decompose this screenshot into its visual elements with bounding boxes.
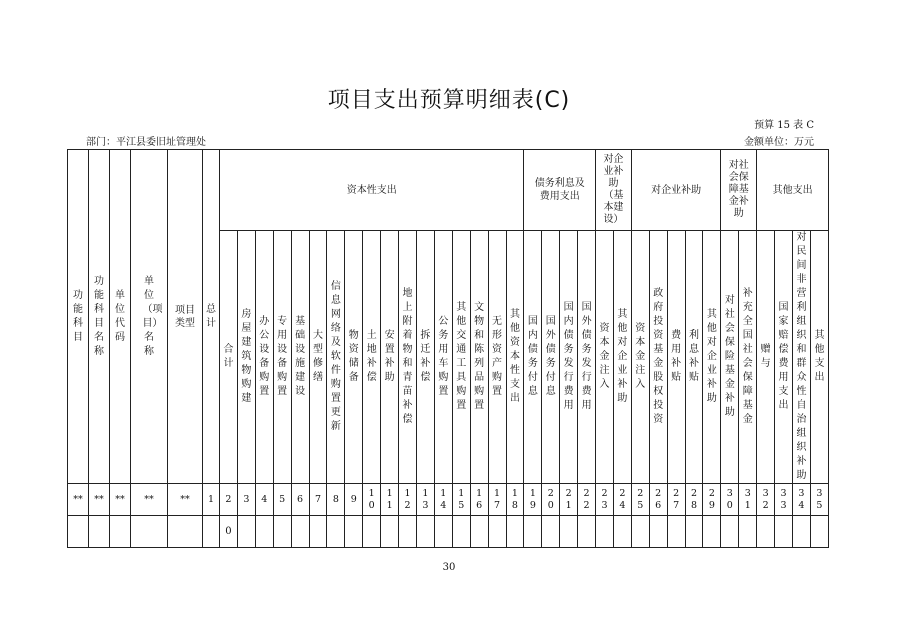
- column-header: 赠与: [757, 231, 775, 484]
- data-cell: [649, 516, 667, 548]
- data-cell: [434, 516, 452, 548]
- data-cell: [542, 516, 560, 548]
- header-功能科目名称: 功能科目名称: [89, 150, 110, 484]
- data-cell: [309, 516, 327, 548]
- data-cell: [703, 516, 721, 548]
- data-cell: [667, 516, 685, 548]
- column-header: 拆迁补偿: [416, 231, 434, 484]
- index-cell: 29: [703, 484, 721, 516]
- data-cell: [345, 516, 363, 548]
- column-header: 其他资本性支出: [506, 231, 524, 484]
- data-cell: [110, 516, 131, 548]
- index-cell: **: [131, 484, 168, 516]
- index-cell: **: [89, 484, 110, 516]
- index-cell: 19: [524, 484, 542, 516]
- index-cell: 10: [363, 484, 381, 516]
- column-header: 国外债务付息: [542, 231, 560, 484]
- index-cell: 9: [345, 484, 363, 516]
- data-cell: [631, 516, 649, 548]
- index-cell: 20: [542, 484, 560, 516]
- column-header: 信息网络及软件购置更新: [327, 231, 345, 484]
- group-资本性支出: 资本性支出: [220, 150, 524, 231]
- group-债务利息及费用支出: 债务利息及费用支出: [524, 150, 596, 231]
- index-cell: **: [68, 484, 89, 516]
- column-header: 国外债务发行费用: [578, 231, 596, 484]
- data-cell: [237, 516, 255, 548]
- header-功能科目: 功能科目: [68, 150, 89, 484]
- header-项目类型: 项目类型: [168, 150, 203, 484]
- index-cell: 28: [685, 484, 703, 516]
- group-对企业补助: 对企业补助: [631, 150, 721, 231]
- index-cell: 11: [381, 484, 399, 516]
- data-cell: [89, 516, 110, 548]
- column-header: 大型修缮: [309, 231, 327, 484]
- index-cell: 26: [649, 484, 667, 516]
- column-header: 文物和陈列品购置: [470, 231, 488, 484]
- data-cell: [578, 516, 596, 548]
- index-cell: 15: [452, 484, 470, 516]
- index-cell: 5: [273, 484, 291, 516]
- column-header: 对社会保险基金补助: [721, 231, 739, 484]
- column-header: 专用设备购置: [273, 231, 291, 484]
- index-cell: 33: [775, 484, 793, 516]
- index-cell: 30: [721, 484, 739, 516]
- column-header: 其他对企业补助: [613, 231, 631, 484]
- index-cell: 31: [739, 484, 757, 516]
- index-cell: 34: [793, 484, 811, 516]
- column-header: 土地补偿: [363, 231, 381, 484]
- column-header: 办公设备购置: [255, 231, 273, 484]
- data-cell: [488, 516, 506, 548]
- index-cell: 4: [255, 484, 273, 516]
- data-cell: [613, 516, 631, 548]
- index-cell: 12: [399, 484, 417, 516]
- index-cell: **: [168, 484, 203, 516]
- index-cell: 25: [631, 484, 649, 516]
- column-header: 无形资产购置: [488, 231, 506, 484]
- group-对社会保障基金补助: 对社会保障基金补助: [721, 150, 757, 231]
- index-cell: 24: [613, 484, 631, 516]
- department-label: 部门：平江县委旧址管理处: [86, 137, 206, 148]
- index-cell: 32: [757, 484, 775, 516]
- index-cell: 18: [506, 484, 524, 516]
- index-cell: 17: [488, 484, 506, 516]
- index-row: [68, 484, 829, 516]
- form-code: 预算 15 表 C: [754, 120, 814, 131]
- data-cell: [273, 516, 291, 548]
- header-单位代码: 单位代码: [110, 150, 131, 484]
- data-cell: [739, 516, 757, 548]
- index-cell: 22: [578, 484, 596, 516]
- data-cell: [721, 516, 739, 548]
- column-header: 费用补贴: [667, 231, 685, 484]
- page-number: 30: [442, 562, 456, 573]
- index-cell: 2: [220, 484, 238, 516]
- data-cell: [255, 516, 273, 548]
- index-cell: 7: [309, 484, 327, 516]
- data-cell: [416, 516, 434, 548]
- index-cell: 14: [434, 484, 452, 516]
- index-cell: 6: [291, 484, 309, 516]
- column-header: 合计: [220, 231, 238, 484]
- index-cell: 21: [560, 484, 578, 516]
- budget-table: [67, 149, 829, 548]
- column-header: 资本金注入: [596, 231, 614, 484]
- column-header: 资本金注入: [631, 231, 649, 484]
- data-cell: [506, 516, 524, 548]
- data-cell: [685, 516, 703, 548]
- data-cell: [291, 516, 309, 548]
- column-header: 其他交通工具购置: [452, 231, 470, 484]
- header-总计: 总计: [203, 150, 220, 484]
- column-header: 国内债务付息: [524, 231, 542, 484]
- amount-unit-label: 金额单位：万元: [744, 137, 814, 148]
- header-单位名称: 单位（项目）名称: [131, 150, 168, 484]
- table-row: [68, 516, 829, 548]
- data-cell: [775, 516, 793, 548]
- data-cell: [363, 516, 381, 548]
- data-cell: [810, 516, 828, 548]
- data-cell: 0: [220, 516, 238, 548]
- index-cell: 1: [203, 484, 220, 516]
- data-cell: [381, 516, 399, 548]
- column-header: 国内债务发行费用: [560, 231, 578, 484]
- index-cell: 8: [327, 484, 345, 516]
- column-header: 政府投资基金股权投资: [649, 231, 667, 484]
- group-其他支出: 其他支出: [757, 150, 829, 231]
- data-cell: [524, 516, 542, 548]
- column-header: 国家赔偿费用支出: [775, 231, 793, 484]
- data-cell: [596, 516, 614, 548]
- data-cell: [470, 516, 488, 548]
- index-cell: 35: [810, 484, 828, 516]
- column-header: 补充全国社会保障基金: [739, 231, 757, 484]
- index-cell: 27: [667, 484, 685, 516]
- column-header: 安置补助: [381, 231, 399, 484]
- data-cell: [203, 516, 220, 548]
- column-header: 房屋建筑物购建: [237, 231, 255, 484]
- column-header: 物资储备: [345, 231, 363, 484]
- data-cell: [793, 516, 811, 548]
- data-cell: [560, 516, 578, 548]
- data-cell: [399, 516, 417, 548]
- column-header: 利息补贴: [685, 231, 703, 484]
- data-cell: [68, 516, 89, 548]
- page-title: 项目支出预算明细表(C): [327, 88, 571, 113]
- column-header: 公务用车购置: [434, 231, 452, 484]
- group-对企业补助基本建设: 对企业补助（基本建设）: [596, 150, 632, 231]
- index-cell: 3: [237, 484, 255, 516]
- index-cell: 23: [596, 484, 614, 516]
- column-header: 其他支出: [810, 231, 828, 484]
- data-cell: [757, 516, 775, 548]
- column-header: 基础设施建设: [291, 231, 309, 484]
- data-cell: [452, 516, 470, 548]
- data-cell: [131, 516, 168, 548]
- column-header: 地上附着物和青苗补偿: [399, 231, 417, 484]
- index-cell: 16: [470, 484, 488, 516]
- data-cell: [327, 516, 345, 548]
- index-cell: 13: [416, 484, 434, 516]
- column-header: 对民间非营利组织和群众性自治组织补助: [793, 231, 811, 484]
- index-cell: **: [110, 484, 131, 516]
- data-cell: [168, 516, 203, 548]
- column-header: 其他对企业补助: [703, 231, 721, 484]
